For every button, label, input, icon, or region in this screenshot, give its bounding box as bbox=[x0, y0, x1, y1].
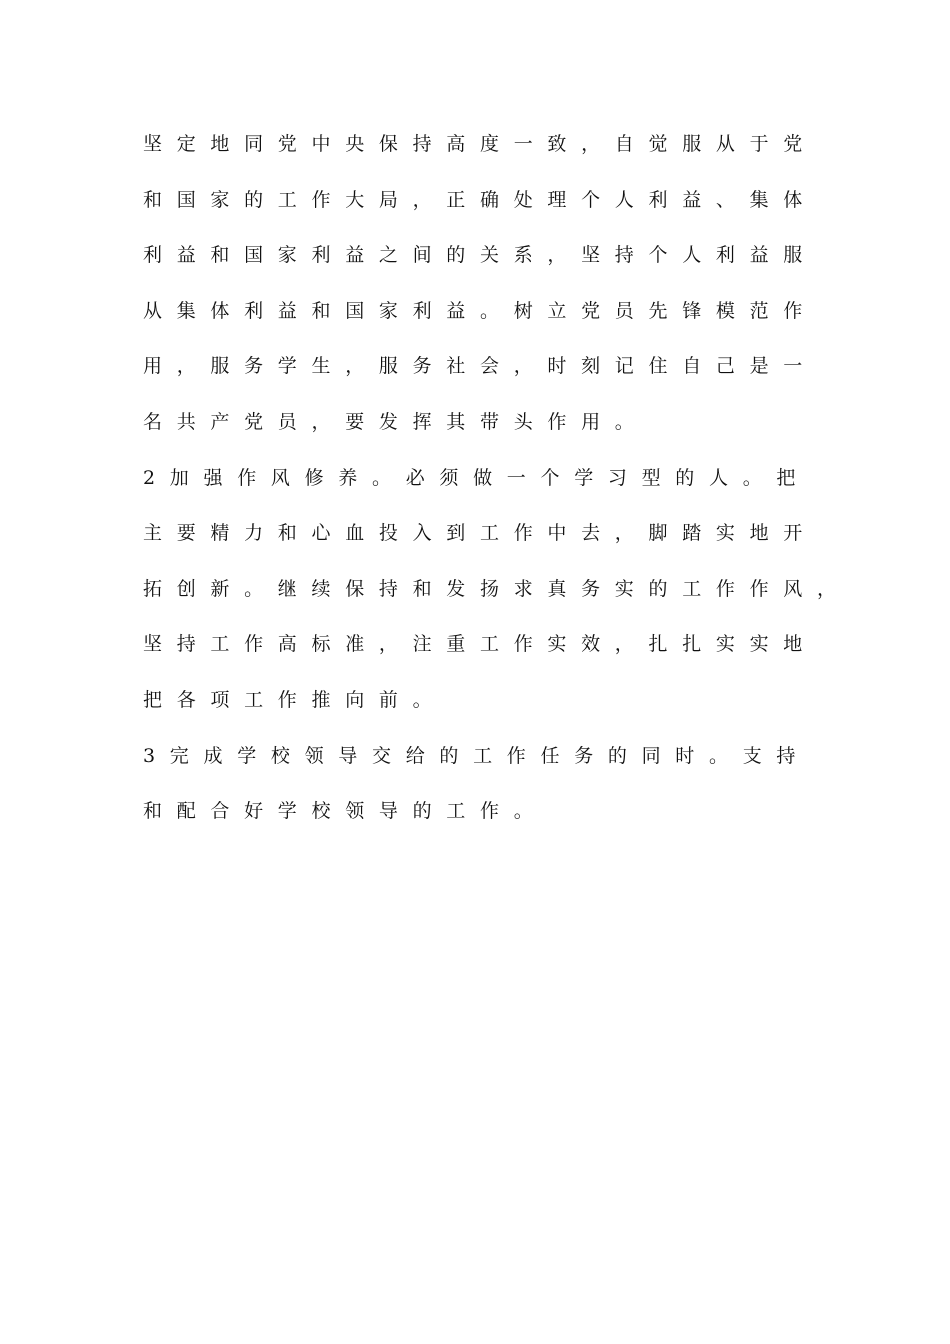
text-line: 2加强作风修养。必须做一个学习型的人。把 bbox=[143, 466, 811, 489]
text-line: 利益和国家利益之间的关系，坚持个人利益服 bbox=[143, 244, 818, 267]
text-line: 名共产党员，要发挥其带头作用。 bbox=[143, 410, 649, 433]
text-line: 和配合好学校领导的工作。 bbox=[143, 800, 548, 823]
text-line: 拓创新。继续保持和发扬求真务实的工作作风， bbox=[143, 577, 851, 600]
text-line: 把各项工作推向前。 bbox=[143, 688, 447, 711]
text-line: 主要精力和心血投入到工作中去，脚踏实地开 bbox=[143, 522, 818, 545]
text-line: 3完成学校领导交给的工作任务的同时。支持 bbox=[143, 744, 811, 767]
text-line: 从集体利益和国家利益。树立党员先锋模范作 bbox=[143, 299, 818, 322]
body-text bbox=[143, 128, 851, 851]
text-line: 坚定地同党中央保持高度一致，自觉服从于党 bbox=[143, 133, 818, 155]
text-line: 用，服务学生，服务社会，时刻记住自己是一 bbox=[143, 355, 818, 378]
text-line: 坚持工作高标准，注重工作实效，扎扎实实地 bbox=[143, 633, 818, 656]
text-line: 和国家的工作大局，正确处理个人利益、集体 bbox=[143, 188, 818, 211]
